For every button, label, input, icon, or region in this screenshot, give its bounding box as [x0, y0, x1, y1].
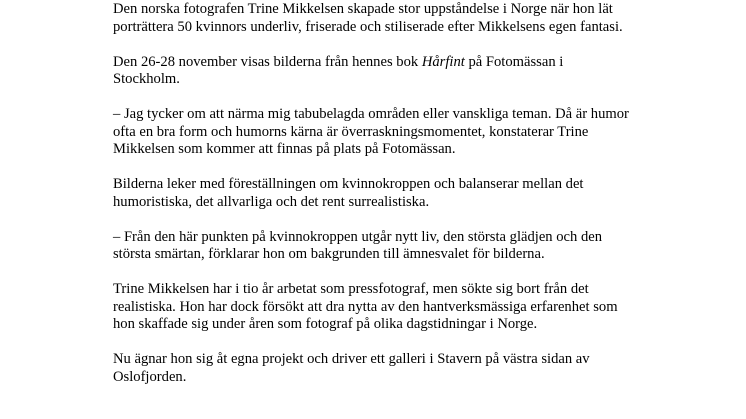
paragraph-exhibition	[113, 54, 633, 89]
paragraph-background: Trine Mikkelsen har i tio år arbetat som pressfotograf, men sökte sig bort från det realistiska. Hon har dock försökt att dra nytta av den hantverksmässiga erfarenhet som hon skaffade sig under åren som fotograf på olika dagstidningar i Norge.	[113, 281, 618, 332]
exhibition-text-before: Den 26-28 november visas bilderna från hennes bok	[113, 53, 422, 70]
book-title: Hårfint	[421, 53, 465, 70]
paragraph-description: Bilderna leker med föreställningen om kvinnokroppen och balanserar mellan det humoristiska, det allvarliga och det rent surrealistiska.	[113, 176, 584, 210]
paragraph-intro: Den norska fotografen Trine Mikkelsen skapade stor uppståndelse i Norge när hon lät porträttera 50 kvinnors underliv, friserade och stiliserade efter Mikkelsens egen fantasi.	[113, 1, 623, 35]
paragraph-quote-humor: – Jag tycker om att närma mig tabubelagda områden eller vanskliga teman. Då är humor ofta en bra form och humorns kärna är överraskningsmomentet, konstaterar Trine Mikkelsen som kommer att finnas på plats på Fotomässan.	[113, 106, 629, 157]
paragraph-quote-motive: – Från den här punkten på kvinnokroppen utgår nytt liv, den största glädjen och den största smärtan, förklarar hon om bakgrunden till ämnesvalet för bilderna.	[113, 228, 603, 262]
exhibition-text-after: på Fotomässan i Stockholm.	[113, 53, 564, 87]
article-body	[113, 1, 633, 386]
paragraph-current: Nu ägnar hon sig åt egna projekt och driver ett galleri i Stavern på västra sidan av Oslofjorden.	[113, 351, 590, 385]
